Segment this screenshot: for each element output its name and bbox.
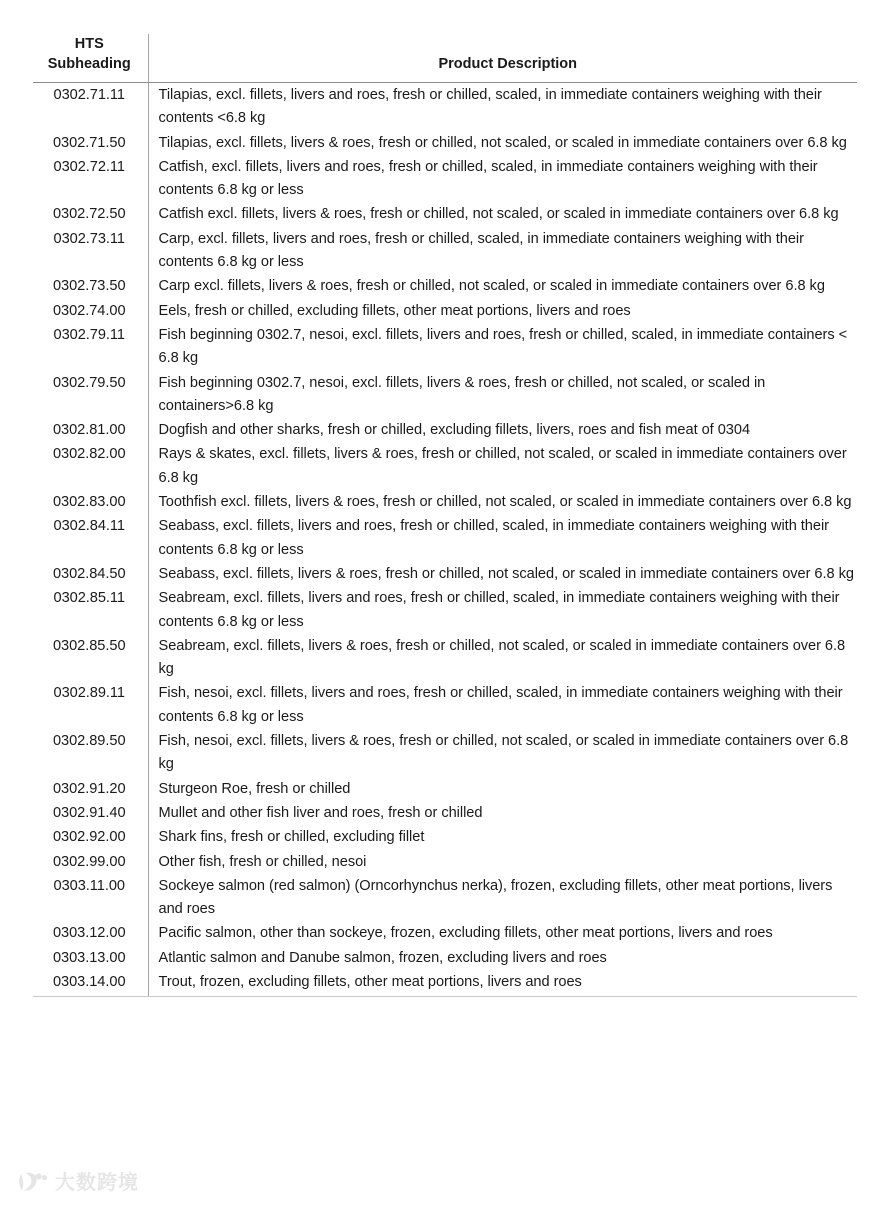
- header-row: [33, 34, 857, 83]
- watermark: [18, 1170, 139, 1194]
- hts-subheading-cell: 0302.72.11: [53, 158, 125, 175]
- table-row: [33, 681, 857, 729]
- hts-subheading-cell: 0302.74.00: [52, 302, 126, 319]
- table-row: [33, 850, 857, 874]
- hts-subheading-cell: 0302.82.00: [52, 446, 126, 463]
- table-row: [33, 371, 857, 419]
- product-description-cell: Seabream, excl. fillets, livers & roes, fresh or chilled, not scaled, or scaled in immediate containers over 6.8 kg: [148, 634, 857, 682]
- table-header: [33, 34, 857, 83]
- product-description-cell: Eels, fresh or chilled, excluding fillets, other meat portions, livers and roes: [148, 299, 857, 323]
- table-row: [33, 921, 857, 945]
- hts-subheading-table: [33, 34, 857, 997]
- table-row: [33, 586, 857, 634]
- table-row: [33, 874, 857, 922]
- table-row: [33, 970, 857, 997]
- product-description-cell: Rays & skates, excl. fillets, livers & roes, fresh or chilled, not scaled, or scaled in immediate containers over 6.8 kg: [148, 442, 857, 490]
- hts-subheading-cell: 0302.71.11: [53, 87, 125, 103]
- hts-subheading-cell: 0302.91.20: [52, 780, 126, 797]
- product-description-cell: Fish beginning 0302.7, nesoi, excl. fillets, livers and roes, fresh or chilled, scaled, in immediate containers < 6.8 kg: [148, 323, 857, 371]
- table-row: [33, 946, 857, 970]
- hts-header-line-2: Subheading: [47, 56, 131, 72]
- product-description-cell: Carp excl. fillets, livers & roes, fresh or chilled, not scaled, or scaled in immediate containers over 6.8 kg: [148, 274, 857, 298]
- table-row: [33, 323, 857, 371]
- table-row: [33, 562, 857, 586]
- hts-subheading-cell: 0302.92.00: [52, 829, 126, 846]
- hts-subheading-cell: 0302.99.00: [52, 853, 126, 870]
- hts-subheading-cell: 0302.84.50: [52, 565, 126, 582]
- table-row: [33, 514, 857, 562]
- table-row: [33, 442, 857, 490]
- watermark-text: 大数跨境: [55, 1170, 139, 1194]
- table-row: [33, 418, 857, 442]
- product-description-cell: Mullet and other fish liver and roes, fresh or chilled: [148, 801, 857, 825]
- table-body: [33, 83, 857, 997]
- product-description-cell: Sockeye salmon (red salmon) (Orncorhynchus nerka), frozen, excluding fillets, other meat portions, livers and roes: [148, 874, 857, 922]
- product-description-cell: Sturgeon Roe, fresh or chilled: [148, 777, 857, 801]
- hts-subheading-cell: 0302.73.11: [53, 230, 125, 247]
- hts-subheading-cell: 0302.72.50: [52, 206, 126, 223]
- hts-subheading-cell: 0302.89.11: [53, 685, 125, 702]
- hts-subheading-cell: 0302.73.50: [52, 278, 126, 295]
- hts-subheading-cell: 0303.14.00: [33, 970, 148, 997]
- product-description-cell: Fish, nesoi, excl. fillets, livers and roes, fresh or chilled, scaled, in immediate containers weighing with their contents 6.8 kg or less: [148, 681, 857, 729]
- hts-subheading-cell: 0302.91.40: [52, 804, 126, 821]
- hts-subheading-cell: 0302.85.50: [52, 637, 126, 654]
- product-description-cell: Dogfish and other sharks, fresh or chilled, excluding fillets, livers, roes and fish meat of 0304: [148, 418, 857, 442]
- product-description-cell: Seabream, excl. fillets, livers and roes, fresh or chilled, scaled, in immediate containers weighing with their contents 6.8 kg or less: [148, 586, 857, 634]
- table-row: [33, 777, 857, 801]
- table-row: [33, 131, 857, 155]
- table-row: [33, 274, 857, 298]
- hts-subheading-cell: 0302.71.50: [52, 134, 126, 151]
- table-row: [33, 490, 857, 514]
- product-description-cell: Atlantic salmon and Danube salmon, frozen, excluding livers and roes: [148, 946, 857, 970]
- table-row: [33, 83, 857, 131]
- hts-subheading-cell: 0302.79.11: [53, 326, 125, 343]
- product-description-cell: Seabass, excl. fillets, livers and roes, fresh or chilled, scaled, in immediate containers weighing with their contents 6.8 kg or less: [148, 514, 857, 562]
- product-description-cell: Catfish, excl. fillets, livers and roes, fresh or chilled, scaled, in immediate containers weighing with their contents 6.8 kg or less: [148, 155, 857, 203]
- product-description-cell: Trout, frozen, excluding fillets, other meat portions, livers and roes: [148, 970, 857, 997]
- product-description-cell: Tilapias, excl. fillets, livers & roes, fresh or chilled, not scaled, or scaled in immediate containers over 6.8 kg: [148, 131, 857, 155]
- hts-subheading-cell: 0302.81.00: [52, 422, 126, 439]
- product-description-cell: Pacific salmon, other than sockeye, frozen, excluding fillets, other meat portions, livers and roes: [148, 921, 857, 945]
- hts-subheading-cell: 0302.85.11: [53, 590, 125, 607]
- product-description-cell: Fish, nesoi, excl. fillets, livers & roes, fresh or chilled, not scaled, or scaled in immediate containers over 6.8 kg: [148, 729, 857, 777]
- product-description-cell: Other fish, fresh or chilled, nesoi: [148, 850, 857, 874]
- hts-subheading-cell: 0302.79.50: [52, 374, 126, 391]
- hts-header-line-1: HTS: [74, 36, 104, 52]
- hts-subheading-cell: 0303.13.00: [52, 949, 126, 966]
- product-description-cell: Shark fins, fresh or chilled, excluding fillet: [148, 825, 857, 849]
- table-row: [33, 729, 857, 777]
- product-description-cell: Carp, excl. fillets, livers and roes, fresh or chilled, scaled, in immediate containers weighing with their contents 6.8 kg or less: [148, 227, 857, 275]
- hts-subheading-cell: 0303.11.00: [53, 877, 125, 894]
- hts-subheading-cell: 0302.83.00: [52, 494, 126, 511]
- product-description-cell: Toothfish excl. fillets, livers & roes, fresh or chilled, not scaled, or scaled in immediate containers over 6.8 kg: [148, 490, 857, 514]
- table-row: [33, 202, 857, 226]
- product-description-cell: Seabass, excl. fillets, livers & roes, fresh or chilled, not scaled, or scaled in immediate containers over 6.8 kg: [148, 562, 857, 586]
- table-row: [33, 299, 857, 323]
- product-description-cell: Fish beginning 0302.7, nesoi, excl. fillets, livers & roes, fresh or chilled, not scaled, or scaled in containers>6.8 kg: [148, 371, 857, 419]
- product-description-cell: Tilapias, excl. fillets, livers and roes, fresh or chilled, scaled, in immediate containers weighing with their contents <6.8 kg: [148, 83, 857, 131]
- table-row: [33, 155, 857, 203]
- column-header-hts-subheading: [33, 34, 148, 83]
- watermark-logo-icon: [18, 1170, 48, 1194]
- hts-subheading-cell: 0303.12.00: [52, 925, 126, 942]
- table-row: [33, 825, 857, 849]
- column-header-product-description: Product Description: [148, 34, 857, 83]
- table-row: [33, 227, 857, 275]
- product-description-cell: Catfish excl. fillets, livers & roes, fresh or chilled, not scaled, or scaled in immediate containers over 6.8 kg: [148, 202, 857, 226]
- hts-subheading-cell: 0302.89.50: [52, 733, 126, 750]
- hts-subheading-cell: 0302.84.11: [53, 518, 125, 535]
- table-row: [33, 634, 857, 682]
- table-row: [33, 801, 857, 825]
